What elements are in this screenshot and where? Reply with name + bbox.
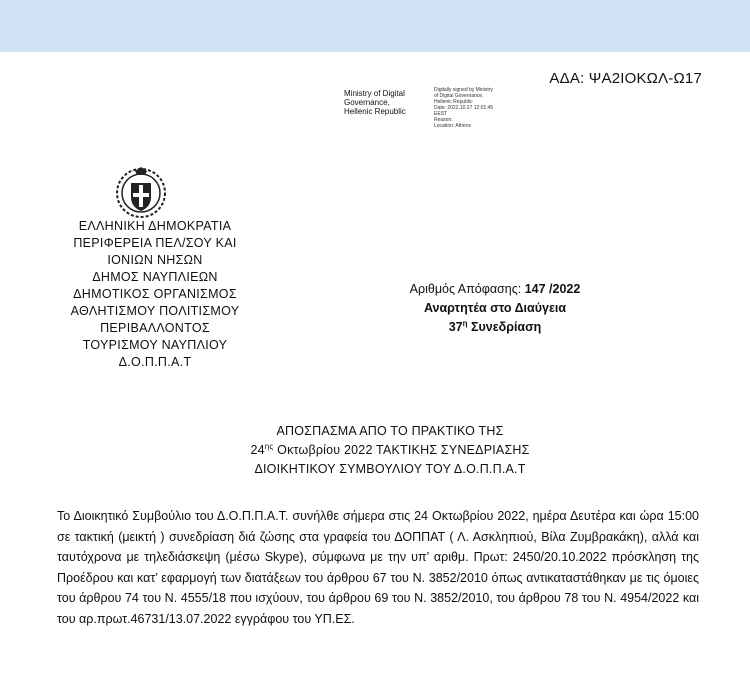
excerpt-title [195, 422, 585, 479]
signature-detail-line: Date: 2022.10.27 12:01:45 [434, 105, 494, 111]
session-number: 37 [448, 320, 463, 334]
session-word: Συνεδρίαση [467, 320, 542, 334]
signature-detail-line: EEST [434, 111, 448, 117]
body-paragraph: Το Διοικητικό Συμβούλιο του Δ.Ο.Π.Π.Α.Τ. συνήλθε σήμερα στις 24 Οκτωβρίου 2022, ημέρα Δευτέρα και ώρα 15:00 σε τακτική (μεικτή ) συνεδρίαση διά ζώσης στα γραφεία του ΔΟΠΠΑΤ ( Λ. Ασκληπιού, Βίλα Ζυμβρακάκη), αλλά και ταυτόχρονα με τηλεδιάσκεψη (μέσω Skype), σύμφωνα με την υπ’ αριθμ. Πρωτ: 2450/20.10.2022 πρόσκληση της Προέδρου και κατ’ εφαρμογή των διατάξεων του άρθρου 67 του Ν. 3852/2010 όπως αντικαταστάθηκαν με τις όμοιες του άρθρου 74 του Ν. 4555/18 που ισχύουν, του άρθρου 69 του Ν. 3852/2010, του άρθρου 78 του Ν. 4954/2022 και του αρ.πρωτ.46731/13.07.2022 εγγράφου του ΥΠ.ΕΣ. [57, 509, 699, 626]
publish-note: Αναρτητέα στο Διαύγεια [423, 301, 567, 315]
top-banner [0, 0, 750, 52]
org-line: ΠΕΡΙΒΑΛΛΟΝΤΟΣ [100, 321, 210, 335]
session-suffix: η [462, 318, 468, 328]
decision-number: 147 /2022 [524, 282, 581, 296]
excerpt-line-3: ΔΙΟΙΚΗΤΙΚΟΥ ΣΥΜΒΟΥΛΙΟΥ ΤΟΥ Δ.Ο.Π.Π.Α.Τ [254, 462, 526, 476]
session-line [330, 318, 660, 337]
signature-detail-line: of Digital Governance, [434, 93, 484, 99]
signature-detail-line: Location: Athens [434, 123, 471, 129]
excerpt-day: 24 [250, 443, 265, 457]
org-line: Δ.Ο.Π.Π.Α.Τ [118, 355, 192, 369]
org-line: ΔΗΜΟΣ ΝΑΥΠΛΙΕΩΝ [92, 270, 218, 284]
excerpt-date-rest: Οκτωβρίου 2022 ΤΑΚΤΙΚΗΣ ΣΥΝΕΔΡΙΑΣΗΣ [273, 443, 530, 457]
excerpt-line-2 [195, 441, 585, 460]
org-line: ΤΟΥΡΙΣΜΟΥ ΝΑΥΠΛΙΟΥ [82, 338, 228, 352]
coat-of-arms-icon [113, 163, 169, 219]
signer-line: Ministry of Digital [344, 89, 405, 98]
org-line: ΔΗΜΟΤΙΚΟΣ ΟΡΓΑΝΙΣΜΟΣ [73, 287, 237, 301]
signature-detail-line: Reason: [434, 117, 453, 123]
org-line: ΕΛΛΗΝΙΚΗ ΔΗΜΟΚΡΑΤΙΑ [78, 219, 232, 233]
excerpt-day-suffix: ης [264, 441, 274, 451]
organization-header [30, 218, 280, 371]
org-line: ΠΕΡΙΦΕΡΕΙΑ ΠΕΛ/ΣΟΥ ΚΑΙ [73, 236, 237, 250]
signature-signer [344, 89, 434, 116]
signature-details [434, 87, 529, 129]
signer-line: Governance, [344, 98, 390, 107]
decision-number-line [330, 280, 660, 299]
org-line: ΙΟΝΙΩΝ ΝΗΣΩΝ [107, 253, 203, 267]
signature-detail-line: Digitally signed by Ministry [434, 87, 493, 93]
decision-label: Αριθμός Απόφασης: [409, 282, 525, 296]
decision-info [330, 280, 660, 337]
excerpt-line-1: ΑΠΟΣΠΑΣΜΑ ΑΠΟ ΤΟ ΠΡΑΚΤΙΚΟ ΤΗΣ [276, 424, 504, 438]
ada-code: ΑΔΑ: ΨΑ2ΙΟΚΩΛ-Ω17 [549, 70, 702, 87]
signature-detail-line: Hellenic Republic [434, 99, 473, 105]
org-line: ΑΘΛΗΤΙΣΜΟΥ ΠΟΛΙΤΙΣΜΟΥ [70, 304, 240, 318]
signer-line: Hellenic Republic [344, 107, 406, 116]
